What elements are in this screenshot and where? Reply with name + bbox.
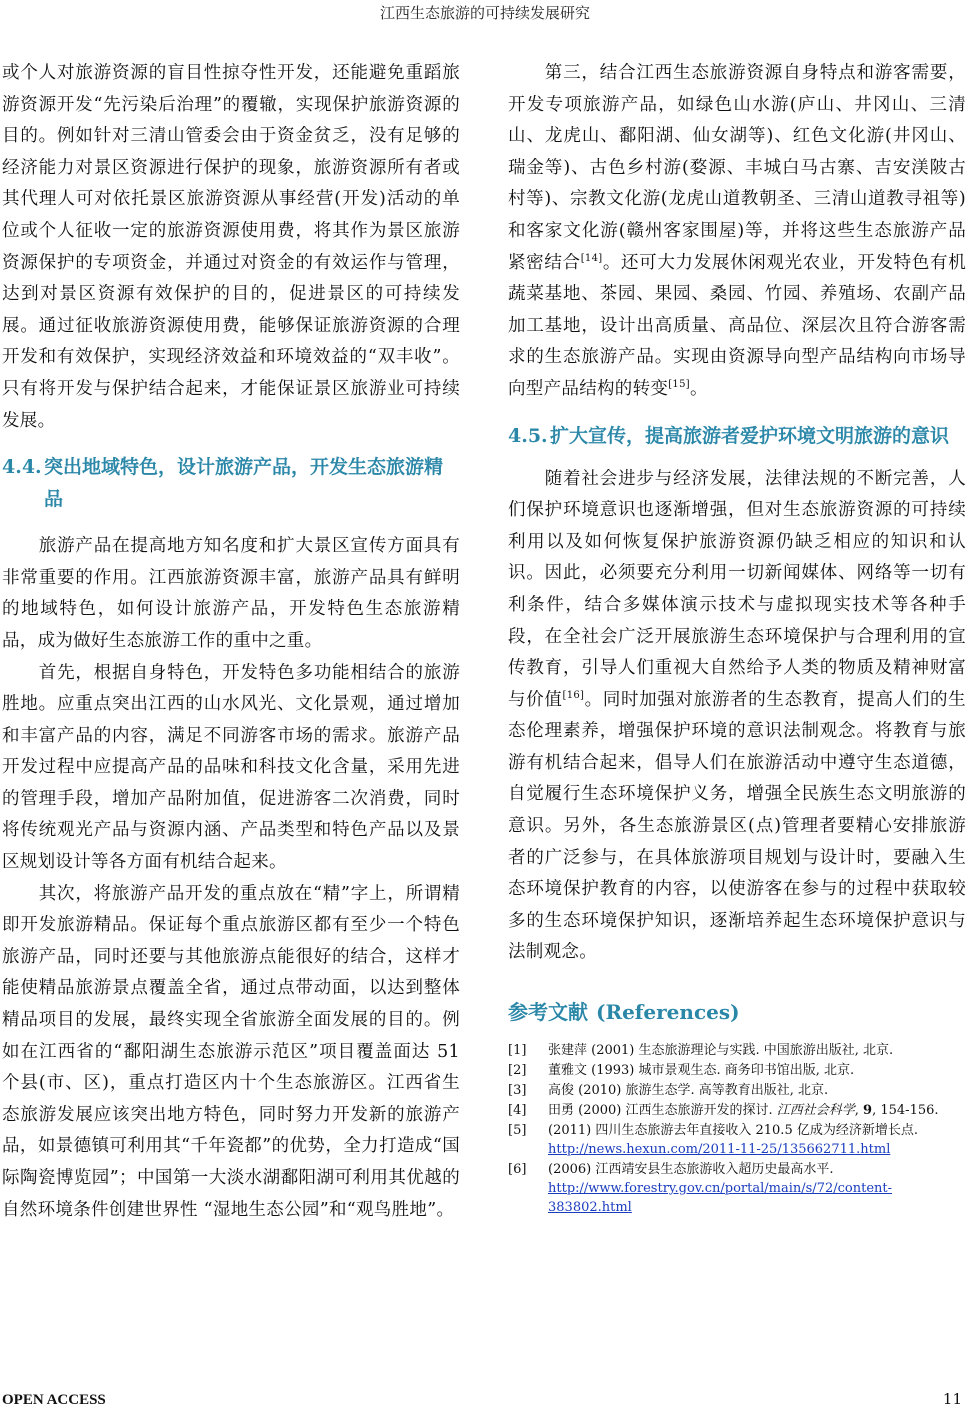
reference-number: [4] — [508, 1103, 527, 1119]
paragraph-text: 。还可大力发展休闲观光农业，开发特色有机蔬菜基地、茶园、果园、桑园、竹园、养殖场、农副产品加工基地，设计出高质量、高品位、深层次且符合游客需求的生态旅游产品。实现由资源导向型产品结构向市场导向型产品结构的转变 — [508, 252, 967, 399]
citation-marker[interactable]: [14] — [580, 252, 603, 264]
reference-number: [6] — [508, 1162, 527, 1178]
reference-link[interactable]: http://news.hexun.com/2011-11-25/135662711.html — [548, 1142, 891, 1158]
reference-number: [5] — [508, 1123, 527, 1139]
reference-number: [3] — [508, 1083, 527, 1099]
reference-text — [548, 1160, 966, 1217]
section-title: 突出地域特色，设计旅游产品，开发生态旅游精品 — [44, 456, 444, 511]
body-paragraph: 首先，根据自身特色，开发特色多功能相结合的旅游胜地。应重点突出江西的山水风光、文化景观，通过增加和丰富产品的内容，满足不同游客市场的需求。旅游产品开发过程中应提高产品的品味和科技文化含量，采用先进的管理手段，增加产品附加值，促进游客二次消费，同时将传统观光产品与资源内涵、产品类型和特色产品以及景区规划设计等各方面有机结合起来。 — [2, 662, 460, 873]
reference-item — [508, 1081, 966, 1100]
reference-item — [508, 1101, 966, 1120]
body-paragraph: 或个人对旅游资源的盲目性掠夺性开发，还能避免重蹈旅游资源开发“先污染后治理”的覆辙，实现保护旅游资源的目的。例如针对三清山管委会由于资金贫乏，没有足够的经济能力对景区资源进行保护的现象，旅游资源所有者或其代理人可对依托景区旅游资源从事经营(开发)活动的单位或个人征收一定的旅游资源使用费，将其作为景区旅游资源保护的专项资金，并通过对资金的有效运作与管理，达到对景区资源有效保护的目的，促进景区的可持续发展。通过征收旅游资源使用费，能够保证旅游资源的合理开发和有效保护，实现经济效益和环境效益的“双丰收”。只有将开发与保护结合起来，才能保证景区旅游业可持续发展。 — [2, 63, 460, 431]
open-access-label: OPEN ACCESS — [2, 1392, 106, 1408]
section-number: 4.5. — [508, 424, 548, 447]
body-paragraph — [508, 58, 966, 406]
paragraph-text: 。同时加强对旅游者的生态教育，提高人们的生态伦理素养，增强保护环境的意识法制观念。将教育与旅游有机结合起来，倡导人们在旅游活动中遵守生态道德，自觉履行生态环境保护义务，增强全民族生态文明旅游的意识。另外，各生态旅游景区(点)管理者要精心安排旅游者的广泛参与，在具体旅游项目规划与设计时，要融入生态环境保护教育的内容，以使游客在参与的过程中获取较多的生态环境保护知识，逐渐培养起生态环境保护意识与法制观念。 — [508, 689, 966, 963]
reference-link[interactable]: http://www.forestry.gov.cn/portal/main/s/72/content-383802.html — [548, 1181, 892, 1216]
reference-item — [508, 1121, 966, 1159]
running-header: 江西生态旅游的可持续发展研究 — [379, 4, 590, 22]
reference-item — [508, 1160, 966, 1217]
section-title: 扩大宣传，提高旅游者爱护环境文明旅游的意识 — [550, 424, 950, 447]
paragraph-text: 随着社会进步与经济发展，法律法规的不断完善，人们保护环境意识也逐渐增强，但对生态旅游资源的可持续利用以及如何恢复保护旅游资源仍缺乏相应的知识和认识。因此，必须要充分利用一切新闻媒体、网络等一切有利条件，结合多媒体演示技术与虚拟现实技术等各种手段，在全社会广泛开展旅游生态环境保护与合理利用的宣传教育，引导人们重视大自然给予人类的物质及精神财富与价值 — [508, 468, 966, 710]
reference-title: (2011) 四川生态旅游去年直接收入 210.5 亿成为经济新增长点. — [548, 1123, 918, 1139]
references-heading-en: (References) — [596, 1000, 740, 1025]
body-paragraph — [508, 464, 966, 970]
reference-text: 田勇 (2000) 江西生态旅游开发的探讨. 江西社会科学, 9, 154-156. — [548, 1103, 939, 1119]
references-heading-cn: 参考文献 — [508, 1000, 588, 1025]
section-heading-4-4 — [2, 451, 460, 515]
page-number: 11 — [942, 1390, 962, 1408]
citation-marker[interactable]: [15] — [668, 379, 690, 391]
reference-text: 张建萍 (2001) 生态旅游理论与实践. 中国旅游出版社, 北京. — [548, 1043, 894, 1059]
reference-number: [1] — [508, 1043, 527, 1059]
references-heading — [508, 997, 966, 1027]
reference-volume: 9 — [863, 1103, 873, 1119]
citation-marker[interactable]: [16] — [562, 689, 585, 701]
section-number: 4.4. — [2, 456, 42, 479]
reference-author-title: 田勇 (2000) 江西生态旅游开发的探讨. — [548, 1103, 777, 1119]
reference-journal: 江西社会科学 — [776, 1103, 855, 1119]
paragraph-text: 第三，结合江西生态旅游资源自身特点和游客需要，开发专项旅游产品，如绿色山水游(庐山、井冈山、三清山、龙虎山、鄱阳湖、仙女湖等)、红色文化游(井冈山、瑞金等)、古色乡村游(婺源、丰城白马古寨、吉安渼陂古村等)、宗教文化游(龙虎山道教朝圣、三清山道教寻祖等)和客家文化游(赣州客家围屋)等，并将这些生态旅游产品紧密结合 — [508, 63, 966, 273]
body-paragraph: 其次，将旅游产品开发的重点放在“精”字上，所谓精即开发旅游精品。保证每个重点旅游区都有至少一个特色旅游产品，同时还要与其他旅游点能很好的结合，这样才能使精品旅游景点覆盖全省，通过点带动面，以达到整体精品项目的发展，最终实现全省旅游全面发展的目的。例如在江西省的“鄱阳湖生态旅游示范区”项目覆盖面达 51 个县(市、区)，重点打造区内十个生态旅游区。江西省生态旅游发展应该突出地方特色，同时努力开发新的旅游产品，如景德镇可利用其“千年瓷都”的优势，全力打造成“国际陶瓷博览园”；中国第一大淡水湖鄱阳湖可利用其优越的自然环境条件创建世界性 “湿地生态公园”和“观鸟胜地”。 — [2, 883, 460, 1220]
reference-item — [508, 1041, 966, 1060]
reference-title: (2006) 江西靖安县生态旅游收入超历史最高水平. — [548, 1162, 834, 1178]
reference-list — [508, 1041, 966, 1217]
body-paragraph: 旅游产品在提高地方知名度和扩大景区宣传方面具有非常重要的作用。江西旅游资源丰富，旅游产品具有鲜明的地域特色，如何设计旅游产品，开发特色生态旅游精品，成为做好生态旅游工作的重中之重。 — [2, 536, 460, 651]
reference-pages: , 154-156. — [872, 1103, 939, 1119]
right-column — [508, 58, 966, 1218]
reference-text — [548, 1121, 966, 1159]
paragraph-text: 。 — [689, 378, 708, 399]
reference-text: 董雅文 (1993) 城市景观生态. 商务印书馆出版, 北京. — [548, 1063, 855, 1079]
reference-item — [508, 1061, 966, 1080]
section-heading-4-5 — [508, 420, 966, 452]
reference-text: 高俊 (2010) 旅游生态学. 高等教育出版社, 北京. — [548, 1083, 829, 1099]
left-column — [2, 58, 460, 1226]
reference-number: [2] — [508, 1063, 527, 1079]
